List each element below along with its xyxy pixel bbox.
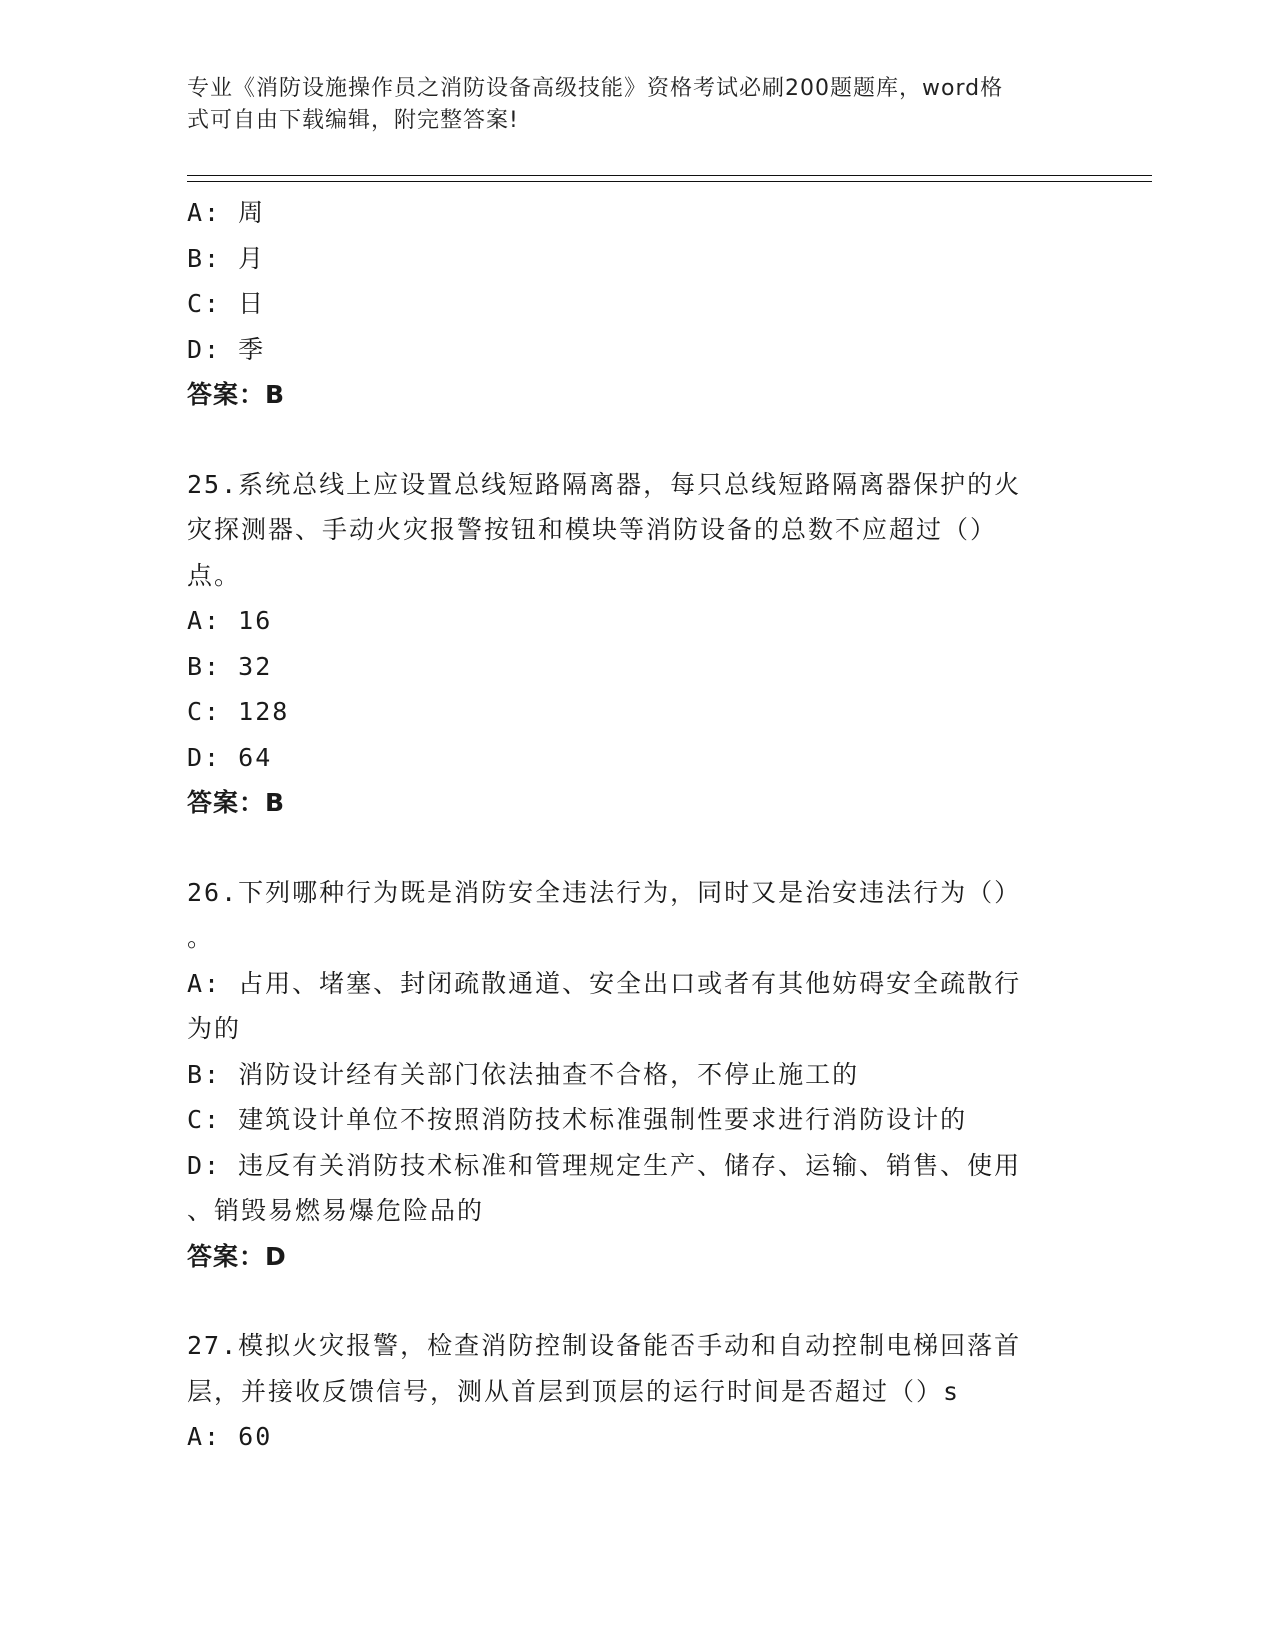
- spacer: [187, 1279, 1087, 1323]
- header-divider-top: [187, 175, 1152, 176]
- option-a: A: 周: [187, 198, 266, 227]
- question-block-24: [187, 190, 1087, 418]
- option-d: D: 季: [187, 334, 266, 364]
- option-b: B: 消防设计经有关部门依法抽查不合格，不停止施工的: [187, 1059, 860, 1089]
- question-block-25: [187, 462, 1087, 826]
- question-text-line: 点。: [187, 560, 242, 590]
- question-text-line: 。: [187, 923, 215, 952]
- question-text-line: 灾探测器、手动火灾报警按钮和模块等消防设备的总数不应超过（）: [187, 515, 998, 544]
- option-a-continued: 为的: [187, 1014, 242, 1043]
- option-d: D: 64: [187, 742, 273, 772]
- answer-line: 答案：B: [187, 380, 286, 409]
- option-d: D: 违反有关消防技术标准和管理规定生产、储存、运输、销售、使用: [187, 1150, 1022, 1180]
- question-text-line: 25.系统总线上应设置总线短路隔离器，每只总线短路隔离器保护的火: [187, 469, 1022, 499]
- option-a: A: 16: [187, 606, 273, 635]
- question-block-26: [187, 870, 1087, 1280]
- spacer: [187, 418, 1087, 462]
- question-block-27: [187, 1323, 1087, 1460]
- option-c: C: 128: [187, 697, 290, 726]
- question-text-line: 26.下列哪种行为既是消防安全违法行为，同时又是治安违法行为（）: [187, 877, 1022, 907]
- answer-line: 答案：D: [187, 1241, 287, 1271]
- option-c: C: 建筑设计单位不按照消防技术标准强制性要求进行消防设计的: [187, 1105, 968, 1134]
- question-text-line: 27.模拟火灾报警，检查消防控制设备能否手动和自动控制电梯回落首: [187, 1331, 1022, 1360]
- question-text-line: 层，并接收反馈信号，测从首层到顶层的运行时间是否超过（）s: [187, 1376, 961, 1406]
- document-body: [187, 190, 1087, 1460]
- option-b: B: 32: [187, 651, 273, 681]
- answer-line: 答案：B: [187, 788, 286, 817]
- header-title-line-1: 专业《消防设施操作员之消防设备高级技能》资格考试必刷200题题库，word格: [187, 76, 1004, 101]
- option-b: B: 月: [187, 243, 266, 273]
- option-d-continued: 、销毁易燃易爆危险品的: [187, 1196, 485, 1225]
- spacer: [187, 826, 1087, 870]
- option-c: C: 日: [187, 289, 266, 318]
- header-title-line-2: 式可自由下载编辑，附完整答案!: [187, 108, 519, 133]
- option-a: A: 60: [187, 1422, 273, 1451]
- option-a: A: 占用、堵塞、封闭疏散通道、安全出口或者有其他妨碍安全疏散行: [187, 968, 1022, 998]
- document-header: [187, 73, 1067, 137]
- header-divider-bottom: [187, 181, 1152, 182]
